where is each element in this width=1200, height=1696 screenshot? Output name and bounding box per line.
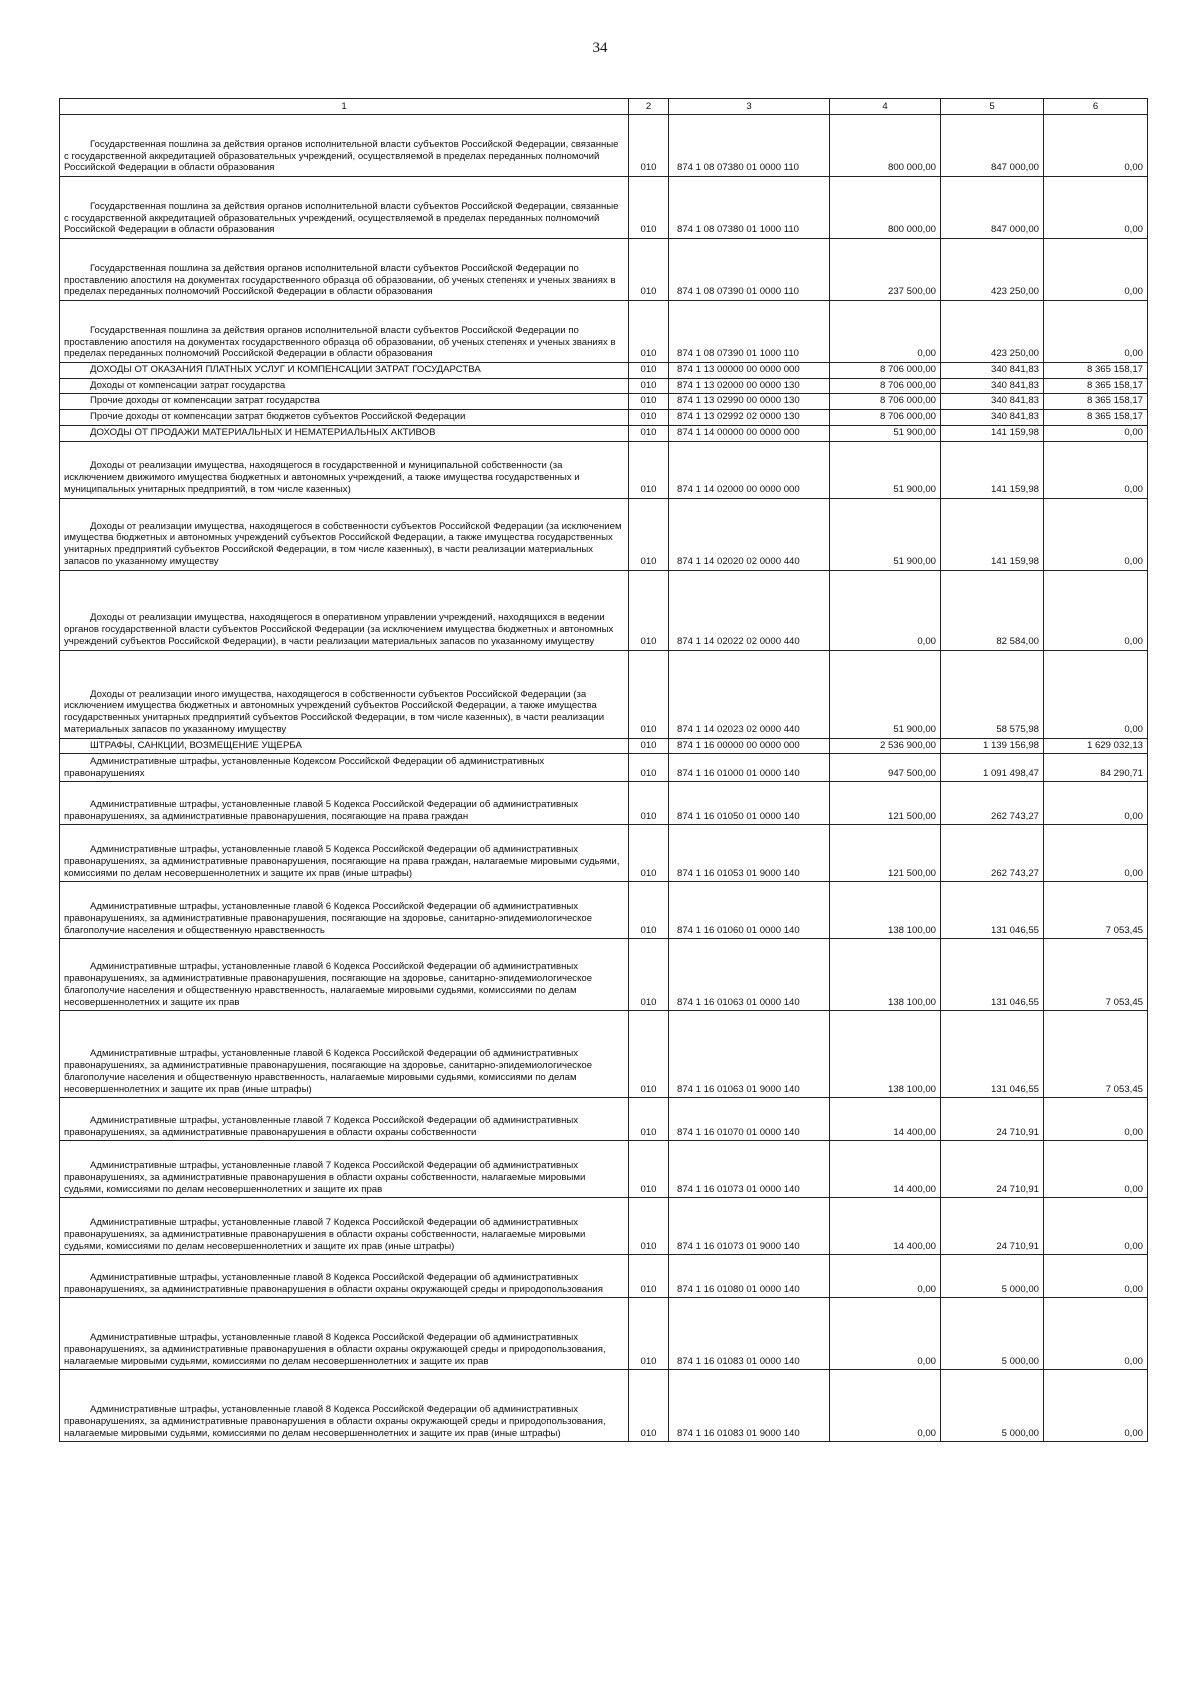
row-value-col4: 8 706 000,00 bbox=[830, 378, 941, 394]
row-value-col4: 138 100,00 bbox=[830, 939, 941, 1011]
row-budget-code: 874 1 13 00000 00 0000 000 bbox=[669, 363, 830, 379]
row-value-col6: 7 053,45 bbox=[1044, 939, 1148, 1011]
row-value-col4: 0,00 bbox=[830, 1298, 941, 1370]
table-row bbox=[60, 498, 1148, 570]
table-row bbox=[60, 394, 1148, 410]
row-line-code: 010 bbox=[629, 1370, 669, 1442]
row-line-code: 010 bbox=[629, 177, 669, 239]
row-budget-code: 874 1 16 01053 01 9000 140 bbox=[669, 825, 830, 882]
row-budget-code: 874 1 16 01063 01 0000 140 bbox=[669, 939, 830, 1011]
table-row bbox=[60, 882, 1148, 939]
row-value-col5: 423 250,00 bbox=[941, 301, 1044, 363]
table-row bbox=[60, 1298, 1148, 1370]
row-budget-code: 874 1 16 01060 01 0000 140 bbox=[669, 882, 830, 939]
row-value-col5: 262 743,27 bbox=[941, 825, 1044, 882]
table-row bbox=[60, 1141, 1148, 1198]
page-number: 34 bbox=[592, 40, 608, 56]
table-row bbox=[60, 441, 1148, 498]
row-value-col4: 51 900,00 bbox=[830, 441, 941, 498]
row-value-col5: 847 000,00 bbox=[941, 115, 1044, 177]
row-value-col6: 1 629 032,13 bbox=[1044, 738, 1148, 754]
row-value-col6: 84 290,71 bbox=[1044, 754, 1148, 782]
table-row bbox=[60, 363, 1148, 379]
row-value-col6: 0,00 bbox=[1044, 301, 1148, 363]
row-value-col5: 262 743,27 bbox=[941, 782, 1044, 825]
table-row bbox=[60, 239, 1148, 301]
row-line-code: 010 bbox=[629, 378, 669, 394]
row-value-col5: 131 046,55 bbox=[941, 1011, 1044, 1098]
row-value-col4: 138 100,00 bbox=[830, 1011, 941, 1098]
row-value-col5: 82 584,00 bbox=[941, 570, 1044, 650]
row-value-col5: 141 159,98 bbox=[941, 425, 1044, 441]
row-value-col4: 2 536 900,00 bbox=[830, 738, 941, 754]
row-line-code: 010 bbox=[629, 570, 669, 650]
table-row bbox=[60, 650, 1148, 738]
row-value-col6: 8 365 158,17 bbox=[1044, 378, 1148, 394]
table-row bbox=[60, 378, 1148, 394]
table-row bbox=[60, 177, 1148, 239]
row-value-col4: 138 100,00 bbox=[830, 882, 941, 939]
row-value-col4: 0,00 bbox=[830, 570, 941, 650]
row-value-col5: 141 159,98 bbox=[941, 441, 1044, 498]
row-name: ШТРАФЫ, САНКЦИИ, ВОЗМЕЩЕНИЕ УЩЕРБА bbox=[60, 738, 629, 754]
row-name: Прочие доходы от компенсации затрат государства bbox=[60, 394, 629, 410]
row-value-col6: 7 053,45 bbox=[1044, 1011, 1148, 1098]
row-line-code: 010 bbox=[629, 441, 669, 498]
row-value-col6: 0,00 bbox=[1044, 239, 1148, 301]
row-budget-code: 874 1 13 02990 00 0000 130 bbox=[669, 394, 830, 410]
row-name: Государственная пошлина за действия органов исполнительной власти субъектов Российской Федерации по проставлению апостиля на документах государственного образца об образовании, об ученых степенях и ученых званиях в пределах переданных полномочий Российской Федерации в области образования bbox=[60, 301, 629, 363]
column-header: 6 bbox=[1044, 99, 1148, 115]
row-value-col6: 7 053,45 bbox=[1044, 882, 1148, 939]
table-header-row bbox=[60, 99, 1148, 115]
row-budget-code: 874 1 08 07380 01 1000 110 bbox=[669, 177, 830, 239]
row-budget-code: 874 1 16 01073 01 0000 140 bbox=[669, 1141, 830, 1198]
row-value-col5: 1 091 498,47 bbox=[941, 754, 1044, 782]
row-name: Государственная пошлина за действия органов исполнительной власти субъектов Российской Федерации, связанные с государственной аккредитацией образовательных учреждений, осуществляемой в пределах переданных полномочий Российской Федерации в области образования bbox=[60, 115, 629, 177]
row-line-code: 010 bbox=[629, 425, 669, 441]
row-line-code: 010 bbox=[629, 115, 669, 177]
row-value-col4: 51 900,00 bbox=[830, 425, 941, 441]
row-value-col6: 0,00 bbox=[1044, 1255, 1148, 1298]
row-budget-code: 874 1 14 02022 02 0000 440 bbox=[669, 570, 830, 650]
row-value-col5: 340 841,83 bbox=[941, 394, 1044, 410]
row-value-col4: 800 000,00 bbox=[830, 115, 941, 177]
row-value-col6: 0,00 bbox=[1044, 1141, 1148, 1198]
row-budget-code: 874 1 14 02020 02 0000 440 bbox=[669, 498, 830, 570]
row-value-col6: 0,00 bbox=[1044, 782, 1148, 825]
row-value-col4: 14 400,00 bbox=[830, 1198, 941, 1255]
row-name: Административные штрафы, установленные Кодексом Российской Федерации об административных правонарушениях bbox=[60, 754, 629, 782]
row-line-code: 010 bbox=[629, 825, 669, 882]
row-value-col6: 0,00 bbox=[1044, 1298, 1148, 1370]
row-value-col6: 0,00 bbox=[1044, 441, 1148, 498]
row-name: Доходы от реализации иного имущества, находящегося в собственности субъектов Российской Федерации (за исключением имущества бюджетных и автономных учреждений субъектов Российской Федерации, а также имущества государственных унитарных предприятий субъектов Российской Федерации, в том числе казенных), в части реализации материальных запасов по указанному имуществу bbox=[60, 650, 629, 738]
row-value-col4: 121 500,00 bbox=[830, 825, 941, 882]
table-row bbox=[60, 825, 1148, 882]
row-value-col4: 800 000,00 bbox=[830, 177, 941, 239]
row-name: Административные штрафы, установленные главой 6 Кодекса Российской Федерации об административных правонарушениях, за административные правонарушения, посягающие на здоровье, санитарно-эпидемиологическое благополучие населения и общественную нравственность, налагаемые мировыми судьями, комиссиями по делам несовершеннолетних и защите их прав bbox=[60, 939, 629, 1011]
row-name: Административные штрафы, установленные главой 6 Кодекса Российской Федерации об административных правонарушениях, за административные правонарушения, посягающие на здоровье, санитарно-эпидемиологическое благополучие населения и общественную нравственность bbox=[60, 882, 629, 939]
row-budget-code: 874 1 16 01083 01 0000 140 bbox=[669, 1298, 830, 1370]
row-budget-code: 874 1 16 01000 01 0000 140 bbox=[669, 754, 830, 782]
table-row bbox=[60, 570, 1148, 650]
row-line-code: 010 bbox=[629, 301, 669, 363]
column-header: 3 bbox=[669, 99, 830, 115]
row-line-code: 010 bbox=[629, 1098, 669, 1141]
table-row bbox=[60, 738, 1148, 754]
row-value-col4: 8 706 000,00 bbox=[830, 363, 941, 379]
row-name: ДОХОДЫ ОТ ПРОДАЖИ МАТЕРИАЛЬНЫХ И НЕМАТЕРИАЛЬНЫХ АКТИВОВ bbox=[60, 425, 629, 441]
row-value-col5: 340 841,83 bbox=[941, 378, 1044, 394]
row-value-col6: 0,00 bbox=[1044, 115, 1148, 177]
table-row bbox=[60, 754, 1148, 782]
row-value-col4: 8 706 000,00 bbox=[830, 410, 941, 426]
row-budget-code: 874 1 13 02992 02 0000 130 bbox=[669, 410, 830, 426]
row-value-col5: 24 710,91 bbox=[941, 1141, 1044, 1198]
row-value-col5: 5 000,00 bbox=[941, 1298, 1044, 1370]
column-header: 5 bbox=[941, 99, 1044, 115]
row-line-code: 010 bbox=[629, 1298, 669, 1370]
row-name: Доходы от компенсации затрат государства bbox=[60, 378, 629, 394]
row-value-col6: 0,00 bbox=[1044, 1098, 1148, 1141]
row-name: Административные штрафы, установленные главой 8 Кодекса Российской Федерации об административных правонарушениях, за административные правонарушения в области охраны окружающей среды и природопользования bbox=[60, 1255, 629, 1298]
row-line-code: 010 bbox=[629, 394, 669, 410]
row-value-col4: 51 900,00 bbox=[830, 650, 941, 738]
row-budget-code: 874 1 16 01080 01 0000 140 bbox=[669, 1255, 830, 1298]
row-name: Государственная пошлина за действия органов исполнительной власти субъектов Российской Федерации, связанные с государственной аккредитацией образовательных учреждений, осуществляемой в пределах переданных полномочий Российской Федерации в области образования bbox=[60, 177, 629, 239]
row-value-col6: 0,00 bbox=[1044, 177, 1148, 239]
row-value-col6: 0,00 bbox=[1044, 498, 1148, 570]
row-name: Административные штрафы, установленные главой 8 Кодекса Российской Федерации об административных правонарушениях, за административные правонарушения в области охраны окружающей среды и природопользования, налагаемые мировыми судьями, комиссиями по делам несовершеннолетних и защите их прав bbox=[60, 1298, 629, 1370]
column-header: 4 bbox=[830, 99, 941, 115]
row-line-code: 010 bbox=[629, 882, 669, 939]
row-line-code: 010 bbox=[629, 410, 669, 426]
row-value-col4: 0,00 bbox=[830, 301, 941, 363]
row-line-code: 010 bbox=[629, 754, 669, 782]
row-value-col6: 0,00 bbox=[1044, 570, 1148, 650]
row-value-col4: 121 500,00 bbox=[830, 782, 941, 825]
row-name: Административные штрафы, установленные главой 8 Кодекса Российской Федерации об административных правонарушениях, за административные правонарушения в области охраны окружающей среды и природопользования, налагаемые мировыми судьями, комиссиями по делам несовершеннолетних и защите их прав (иные штрафы) bbox=[60, 1370, 629, 1442]
row-line-code: 010 bbox=[629, 1198, 669, 1255]
column-header: 2 bbox=[629, 99, 669, 115]
table-row bbox=[60, 301, 1148, 363]
row-name: Административные штрафы, установленные главой 7 Кодекса Российской Федерации об административных правонарушениях, за административные правонарушения в области охраны собственности, налагаемые мировыми судьями, комиссиями по делам несовершеннолетних и защите их прав (иные штрафы) bbox=[60, 1198, 629, 1255]
table-row bbox=[60, 410, 1148, 426]
row-value-col5: 847 000,00 bbox=[941, 177, 1044, 239]
row-budget-code: 874 1 08 07390 01 0000 110 bbox=[669, 239, 830, 301]
row-value-col6: 0,00 bbox=[1044, 425, 1148, 441]
row-value-col5: 423 250,00 bbox=[941, 239, 1044, 301]
row-value-col5: 131 046,55 bbox=[941, 882, 1044, 939]
row-line-code: 010 bbox=[629, 782, 669, 825]
row-name: Государственная пошлина за действия органов исполнительной власти субъектов Российской Федерации по проставлению апостиля на документах государственного образца об образовании, об ученых степенях и ученых званиях в пределах переданных полномочий Российской Федерации в области образования bbox=[60, 239, 629, 301]
row-value-col6: 8 365 158,17 bbox=[1044, 363, 1148, 379]
row-value-col6: 0,00 bbox=[1044, 825, 1148, 882]
row-line-code: 010 bbox=[629, 650, 669, 738]
row-budget-code: 874 1 16 01050 01 0000 140 bbox=[669, 782, 830, 825]
revenue-table bbox=[59, 98, 1148, 1442]
row-value-col6: 0,00 bbox=[1044, 1370, 1148, 1442]
row-name: Административные штрафы, установленные главой 6 Кодекса Российской Федерации об административных правонарушениях, за административные правонарушения, посягающие на здоровье, санитарно-эпидемиологическое благополучие населения и общественную нравственность, налагаемые мировыми судьями, комиссиями по делам несовершеннолетних и защите их прав (иные штрафы) bbox=[60, 1011, 629, 1098]
row-value-col5: 58 575,98 bbox=[941, 650, 1044, 738]
row-name: Административные штрафы, установленные главой 7 Кодекса Российской Федерации об административных правонарушениях, за административные правонарушения в области охраны собственности bbox=[60, 1098, 629, 1141]
row-value-col5: 141 159,98 bbox=[941, 498, 1044, 570]
row-budget-code: 874 1 08 07390 01 1000 110 bbox=[669, 301, 830, 363]
row-value-col5: 131 046,55 bbox=[941, 939, 1044, 1011]
table-row bbox=[60, 115, 1148, 177]
table-row bbox=[60, 939, 1148, 1011]
row-value-col6: 0,00 bbox=[1044, 650, 1148, 738]
row-value-col5: 340 841,83 bbox=[941, 363, 1044, 379]
row-line-code: 010 bbox=[629, 1141, 669, 1198]
table-row bbox=[60, 425, 1148, 441]
row-value-col4: 0,00 bbox=[830, 1255, 941, 1298]
row-line-code: 010 bbox=[629, 1255, 669, 1298]
row-name: Доходы от реализации имущества, находящегося в собственности субъектов Российской Федерации (за исключением имущества бюджетных и автономных учреждений субъектов Российской Федерации, а также имущества государственных унитарных предприятий субъектов Российской Федерации, в том числе казенных), в части реализации материальных запасов по указанному имуществу bbox=[60, 498, 629, 570]
row-value-col6: 0,00 bbox=[1044, 1198, 1148, 1255]
table-row bbox=[60, 1198, 1148, 1255]
row-budget-code: 874 1 16 00000 00 0000 000 bbox=[669, 738, 830, 754]
row-value-col5: 340 841,83 bbox=[941, 410, 1044, 426]
row-value-col5: 24 710,91 bbox=[941, 1198, 1044, 1255]
table-row bbox=[60, 782, 1148, 825]
row-budget-code: 874 1 13 02000 00 0000 130 bbox=[669, 378, 830, 394]
row-line-code: 010 bbox=[629, 738, 669, 754]
row-value-col6: 8 365 158,17 bbox=[1044, 394, 1148, 410]
row-budget-code: 874 1 08 07380 01 0000 110 bbox=[669, 115, 830, 177]
row-value-col4: 14 400,00 bbox=[830, 1141, 941, 1198]
row-value-col5: 5 000,00 bbox=[941, 1255, 1044, 1298]
column-header: 1 bbox=[60, 99, 629, 115]
row-line-code: 010 bbox=[629, 1011, 669, 1098]
row-value-col5: 5 000,00 bbox=[941, 1370, 1044, 1442]
row-value-col6: 8 365 158,17 bbox=[1044, 410, 1148, 426]
row-name: Доходы от реализации имущества, находящегося в оперативном управлении учреждений, находящихся в ведении органов государственной власти субъектов Российской Федерации (за исключением имущества бюджетных и автономных учреждений субъектов Российской Федерации), в части реализации материальных запасов по указанному имуществу bbox=[60, 570, 629, 650]
row-budget-code: 874 1 14 00000 00 0000 000 bbox=[669, 425, 830, 441]
row-name: Административные штрафы, установленные главой 7 Кодекса Российской Федерации об административных правонарушениях, за административные правонарушения в области охраны собственности, налагаемые мировыми судьями, комиссиями по делам несовершеннолетних и защите их прав bbox=[60, 1141, 629, 1198]
row-value-col4: 947 500,00 bbox=[830, 754, 941, 782]
row-budget-code: 874 1 16 01073 01 9000 140 bbox=[669, 1198, 830, 1255]
row-budget-code: 874 1 16 01083 01 9000 140 bbox=[669, 1370, 830, 1442]
row-budget-code: 874 1 14 02023 02 0000 440 bbox=[669, 650, 830, 738]
row-name: Прочие доходы от компенсации затрат бюджетов субъектов Российской Федерации bbox=[60, 410, 629, 426]
table-row bbox=[60, 1370, 1148, 1442]
row-budget-code: 874 1 14 02000 00 0000 000 bbox=[669, 441, 830, 498]
row-budget-code: 874 1 16 01063 01 9000 140 bbox=[669, 1011, 830, 1098]
row-value-col4: 51 900,00 bbox=[830, 498, 941, 570]
row-name: ДОХОДЫ ОТ ОКАЗАНИЯ ПЛАТНЫХ УСЛУГ И КОМПЕНСАЦИИ ЗАТРАТ ГОСУДАРСТВА bbox=[60, 363, 629, 379]
table-row bbox=[60, 1011, 1148, 1098]
row-value-col4: 237 500,00 bbox=[830, 239, 941, 301]
row-name: Административные штрафы, установленные главой 5 Кодекса Российской Федерации об административных правонарушениях, за административные правонарушения, посягающие на права граждан, налагаемые мировыми судьями, комиссиями по делам несовершеннолетних и защите их прав (иные штрафы) bbox=[60, 825, 629, 882]
table-row bbox=[60, 1098, 1148, 1141]
row-line-code: 010 bbox=[629, 939, 669, 1011]
row-value-col4: 8 706 000,00 bbox=[830, 394, 941, 410]
row-value-col5: 24 710,91 bbox=[941, 1098, 1044, 1141]
row-value-col4: 14 400,00 bbox=[830, 1098, 941, 1141]
row-name: Административные штрафы, установленные главой 5 Кодекса Российской Федерации об административных правонарушениях, за административные правонарушения, посягающие на права граждан bbox=[60, 782, 629, 825]
table-row bbox=[60, 1255, 1148, 1298]
row-line-code: 010 bbox=[629, 239, 669, 301]
row-budget-code: 874 1 16 01070 01 0000 140 bbox=[669, 1098, 830, 1141]
row-value-col5: 1 139 156,98 bbox=[941, 738, 1044, 754]
row-line-code: 010 bbox=[629, 363, 669, 379]
row-line-code: 010 bbox=[629, 498, 669, 570]
row-name: Доходы от реализации имущества, находящегося в государственной и муниципальной собственности (за исключением движимого имущества бюджетных и автономных учреждений, а также имущества государственных и муниципальных унитарных предприятий, в том числе казенных) bbox=[60, 441, 629, 498]
row-value-col4: 0,00 bbox=[830, 1370, 941, 1442]
